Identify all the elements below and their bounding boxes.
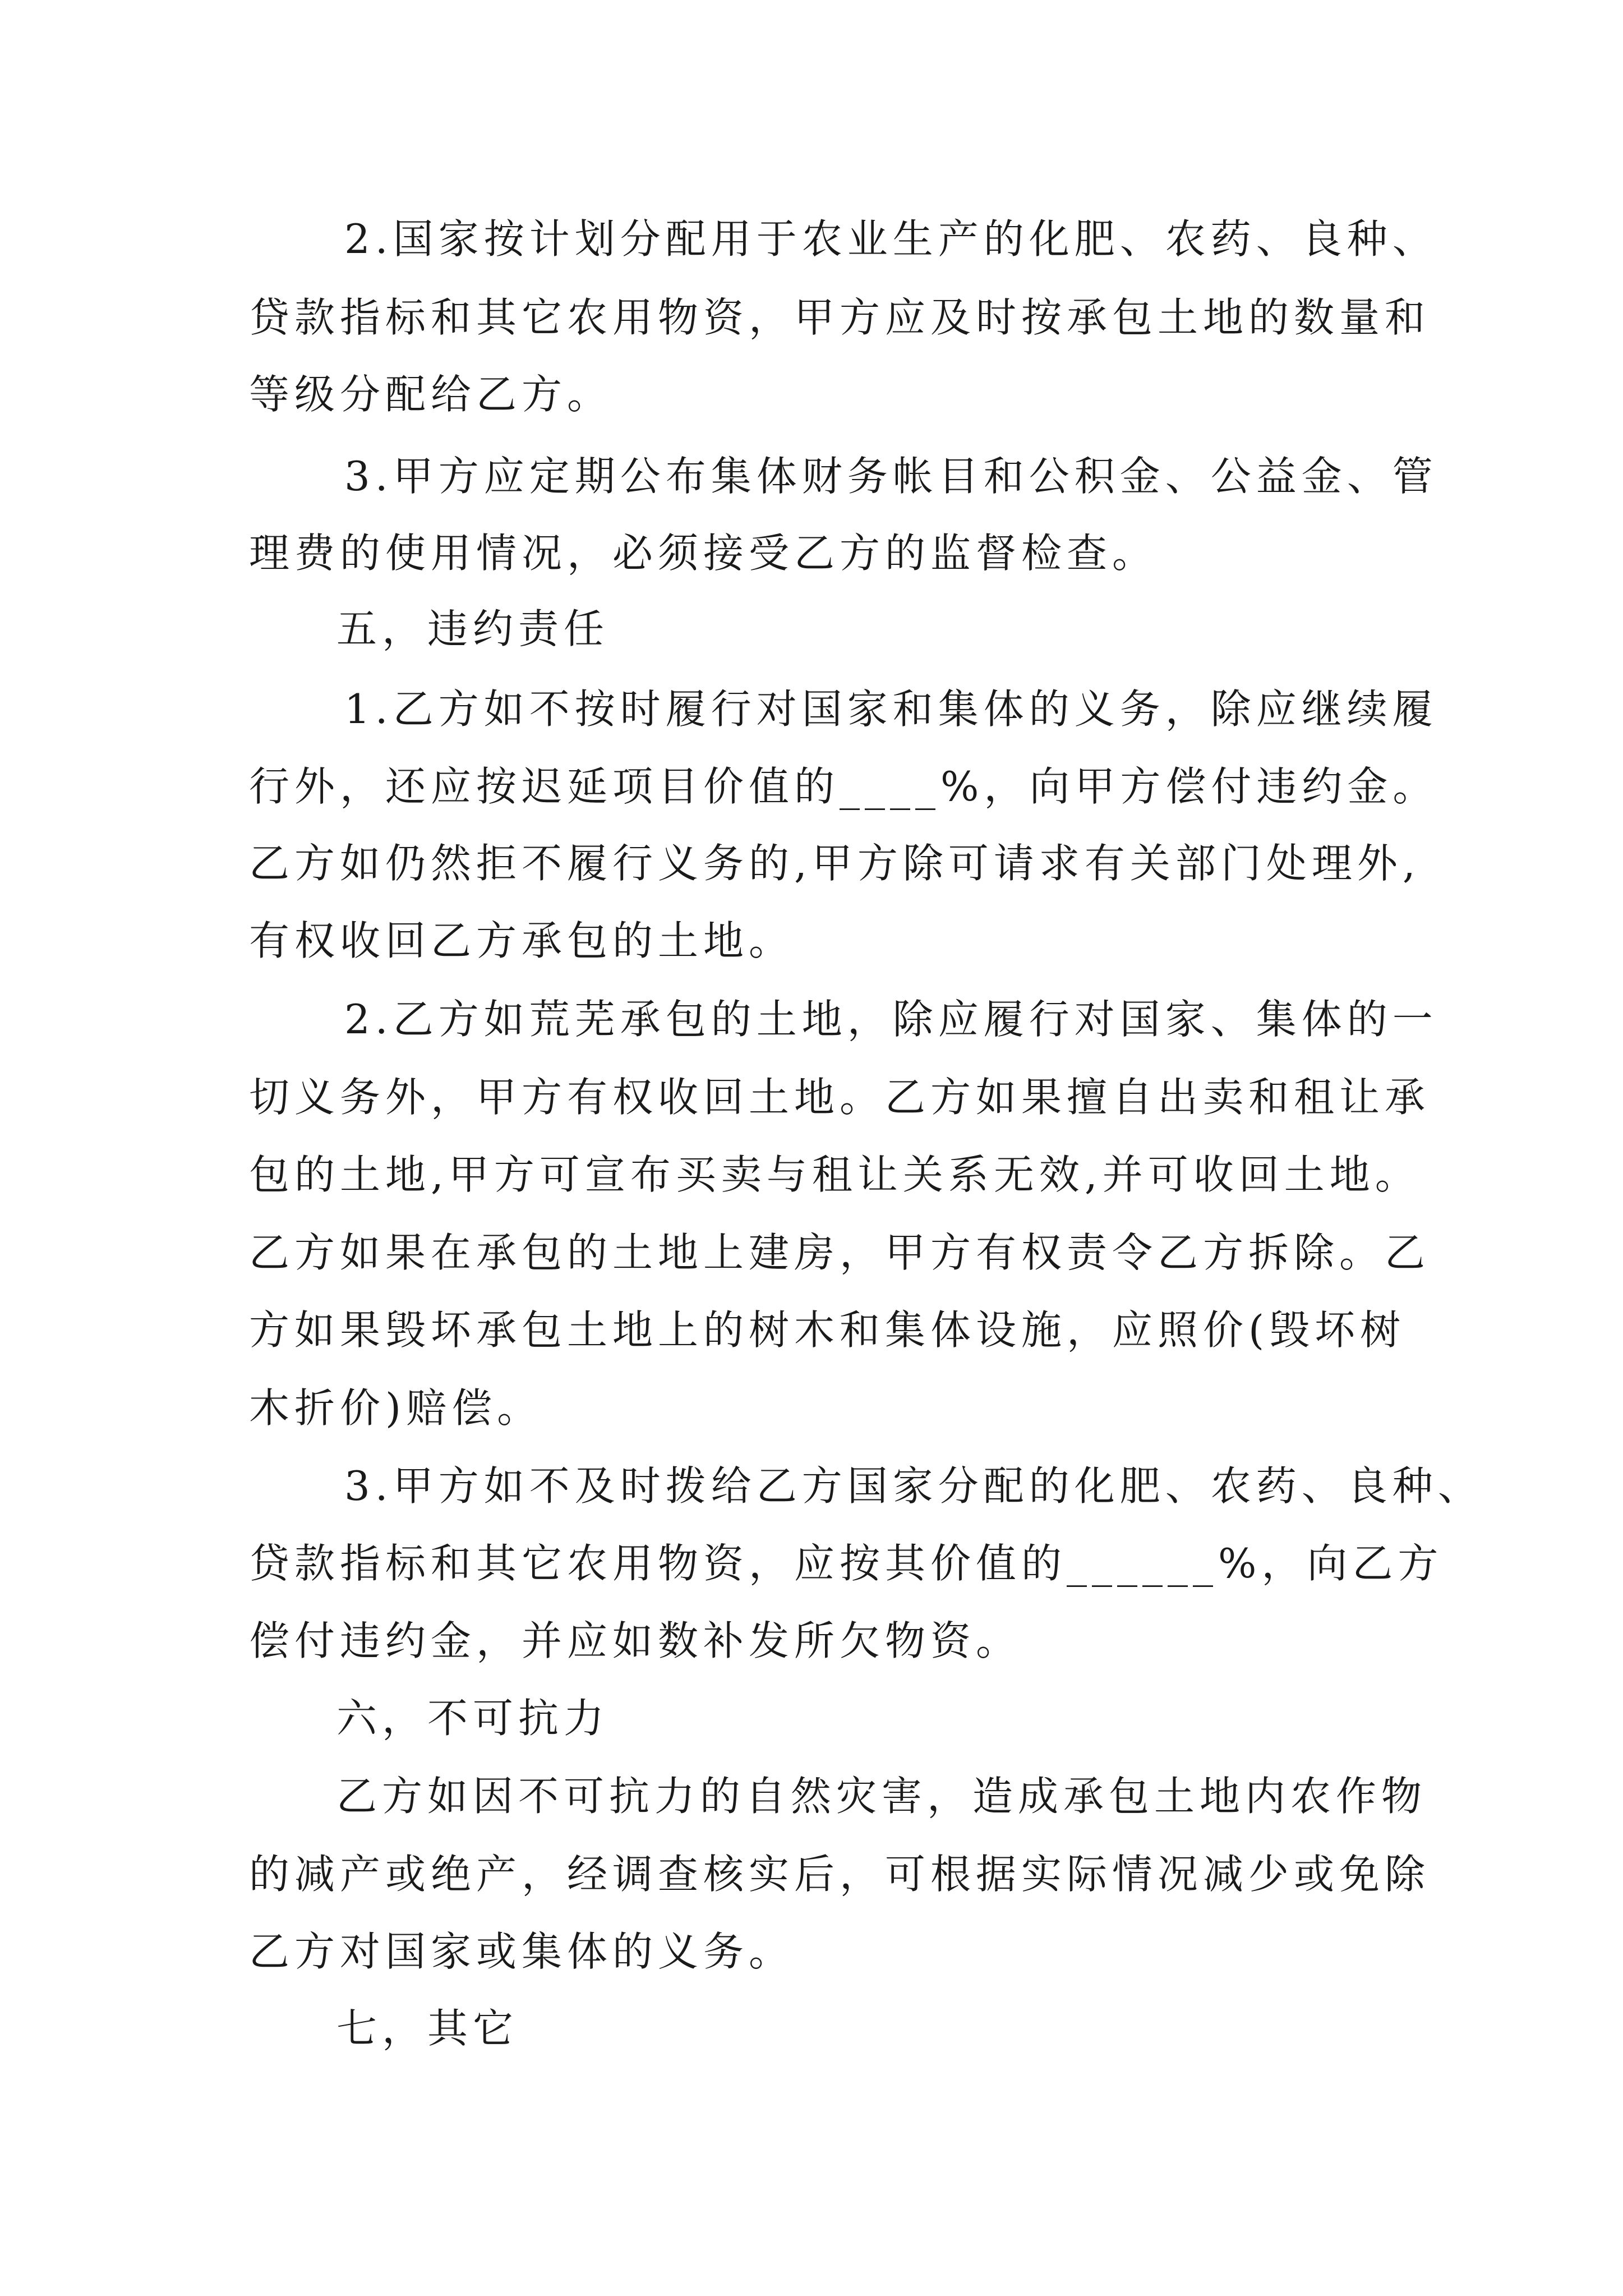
section-7-heading: 七，其它 — [336, 2005, 519, 2052]
clause-5-1-line-1: 1.乙方如不按时履行对国家和集体的义务，除应继续履 — [344, 685, 1438, 733]
clause-4-2-line-1: 2.国家按计划分配用于农业生产的化肥、农药、良种、 — [344, 215, 1438, 263]
section-6-body-line-3: 乙方对国家或集体的义务。 — [249, 1928, 795, 1975]
section-6-body-line-2: 的减产或绝产，经调查核实后，可根据实际情况减少或免除 — [249, 1851, 1431, 1898]
section-6-heading: 六，不可抗力 — [336, 1695, 610, 1742]
clause-5-3-line-2: 贷款指标和其它农用物资，应按其价值的______%，向乙方 — [249, 1540, 1444, 1587]
clause-5-3-line-3: 偿付违约金，并应如数补发所欠物资。 — [249, 1617, 1022, 1664]
clause-5-2-line-3: 包的土地,甲方可宣布买卖与租让关系无效,并可收回土地。 — [249, 1151, 1421, 1198]
clause-5-1-line-3: 乙方如仍然拒不履行义务的,甲方除可请求有关部门处理外, — [249, 840, 1421, 887]
clause-5-2-line-2: 切义务外，甲方有权收回土地。乙方如果擅自出卖和租让承 — [249, 1074, 1431, 1121]
section-6-body-line-1: 乙方如因不可抗力的自然灾害，造成承包土地内农作物 — [336, 1773, 1427, 1820]
clause-5-2-line-1: 2.乙方如荒芜承包的土地，除应履行对国家、集体的一 — [344, 996, 1438, 1043]
clause-5-1-line-2: 行外，还应按迟延项目价值的____%，向甲方偿付违约金。 — [249, 763, 1438, 810]
clause-5-2-line-5: 方如果毁坏承包土地上的树木和集体设施，应照价(毁坏树 — [249, 1306, 1406, 1354]
clause-4-3-line-1: 3.甲方应定期公布集体财务帐目和公积金、公益金、管 — [344, 453, 1438, 500]
clause-5-3-line-1: 3.甲方如不及时拨给乙方国家分配的化肥、农药、良种、 — [344, 1462, 1483, 1510]
clause-4-3-line-2: 理费的使用情况，必须接受乙方的监督检查。 — [249, 530, 1158, 577]
clause-4-2-line-2: 贷款指标和其它农用物资，甲方应及时按承包土地的数量和 — [249, 294, 1431, 341]
clause-5-2-line-6: 木折价)赔偿。 — [249, 1384, 543, 1432]
clause-5-1-line-4: 有权收回乙方承包的土地。 — [249, 917, 795, 964]
clause-4-2-line-3: 等级分配给乙方。 — [249, 371, 613, 418]
clause-5-2-line-4: 乙方如果在承包的土地上建房，甲方有权责令乙方拆除。乙 — [249, 1229, 1431, 1276]
section-5-heading: 五，违约责任 — [336, 605, 610, 652]
